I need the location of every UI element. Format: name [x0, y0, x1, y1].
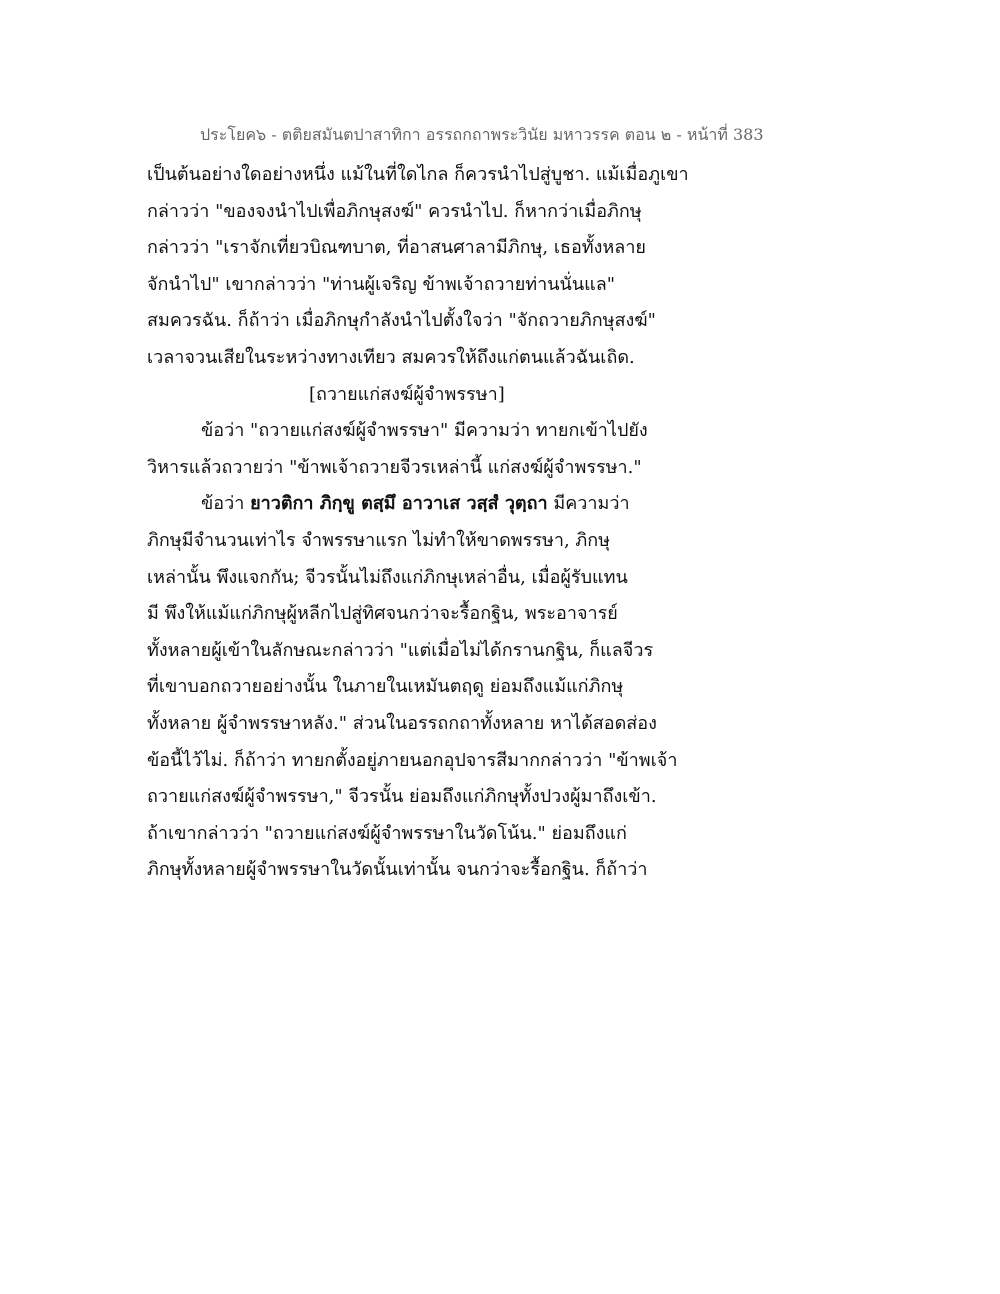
text-line: จักนำไป" เขากล่าวว่า "ท่านผู้เจริญ ข้าพเจ้าถวายท่านนั่นแล"	[147, 273, 616, 295]
line-prefix: ข้อว่า	[201, 493, 251, 515]
text-line: ภิกษุทั้งหลายผู้จำพรรษาในวัดนั้นเท่านั้น จนกว่าจะรื้อกฐิน. ก็ถ้าว่า	[147, 859, 648, 881]
section-heading: [ถวายแก่สงฆ์ผู้จำพรรษา]	[309, 383, 505, 405]
text-line: ที่เขาบอกถวายอย่างนั้น ในภายในเหมันตฤดู ย่อมถึงแม้แก่ภิกษุ	[147, 676, 624, 698]
text-line-with-pali	[147, 486, 717, 523]
text-line: วิหารแล้วถวายว่า "ข้าพเจ้าถวายจีวรเหล่านี้ แก่สงฆ์ผู้จำพรรษา."	[147, 456, 642, 478]
text-line: ถวายแก่สงฆ์ผู้จำพรรษา," จีวรนั้น ย่อมถึงแก่ภิกษุทั้งปวงผู้มาถึงเข้า.	[147, 786, 657, 808]
line-suffix: มีความว่า	[547, 493, 630, 515]
text-line: ทั้งหลายผู้เข้าในลักษณะกล่าวว่า "แต่เมื่อไม่ได้กรานกฐิน, ก็แลจีวร	[147, 639, 654, 661]
text-line: เหล่านั้น พึงแจกกัน; จีวรนั้นไม่ถึงแก่ภิกษุเหล่าอื่น, เมื่อผู้รับแทน	[147, 566, 628, 588]
text-line: ข้อนี้ไว้ไม่. ก็ถ้าว่า ทายกตั้งอยู่ภายนอกอุปจารสีมากกล่าวว่า "ข้าพเจ้า	[147, 749, 678, 771]
text-line: มี พึงให้แม้แก่ภิกษุผู้หลีกไปสู่ทิศจนกว่าจะรื้อกฐิน, พระอาจารย์	[147, 603, 618, 625]
text-line: ถ้าเขากล่าวว่า "ถวายแก่สงฆ์ผู้จำพรรษาในวัดโน้น." ย่อมถึงแก่	[147, 822, 627, 844]
text-line: กล่าวว่า "เราจักเที่ยวบิณฑบาต, ที่อาสนศาลามีภิกษุ, เธอทั้งหลาย	[147, 237, 646, 259]
text-line: สมควรฉัน. ก็ถ้าว่า เมื่อภิกษุกำลังนำไปตั้งใจว่า "จักถวายภิกษุสงฆ์"	[147, 310, 656, 332]
body-text	[147, 157, 717, 889]
text-line: ภิกษุมีจำนวนเท่าไร จำพรรษาแรก ไม่ทำให้ขาดพรรษา, ภิกษุ	[147, 529, 611, 551]
text-line: กล่าวว่า "ของจงนำไปเพื่อภิกษุสงฆ์" ควรนำไป. ก็หากว่าเมื่อภิกษุ	[147, 200, 642, 222]
text-line: เวลาจวนเสียในระหว่างทางเทียว สมควรให้ถึงแก่ตนแล้วฉันเถิด.	[147, 346, 635, 368]
running-header: ประโยค๖ - ตติยสมันตปาสาทิกา อรรถกถาพระวินัย มหาวรรค ตอน ๒ - หน้าที่ 383	[200, 125, 764, 144]
text-line: ข้อว่า "ถวายแก่สงฆ์ผู้จำพรรษา" มีความว่า ทายกเข้าไปยัง	[201, 420, 648, 442]
pali-quote: ยาวติกา ภิกฺขู ตสฺมึ อาวาเส วสฺสํ วุตฺถา	[250, 493, 548, 515]
text-line: ทั้งหลาย ผู้จำพรรษาหลัง." ส่วนในอรรถกถาทั้งหลาย หาได้สอดส่อง	[147, 712, 657, 734]
text-line: เป็นต้นอย่างใดอย่างหนึ่ง แม้ในที่ใดไกล ก็ควรนำไปสู่บูชา. แม้เมื่อภูเขา	[147, 164, 689, 185]
